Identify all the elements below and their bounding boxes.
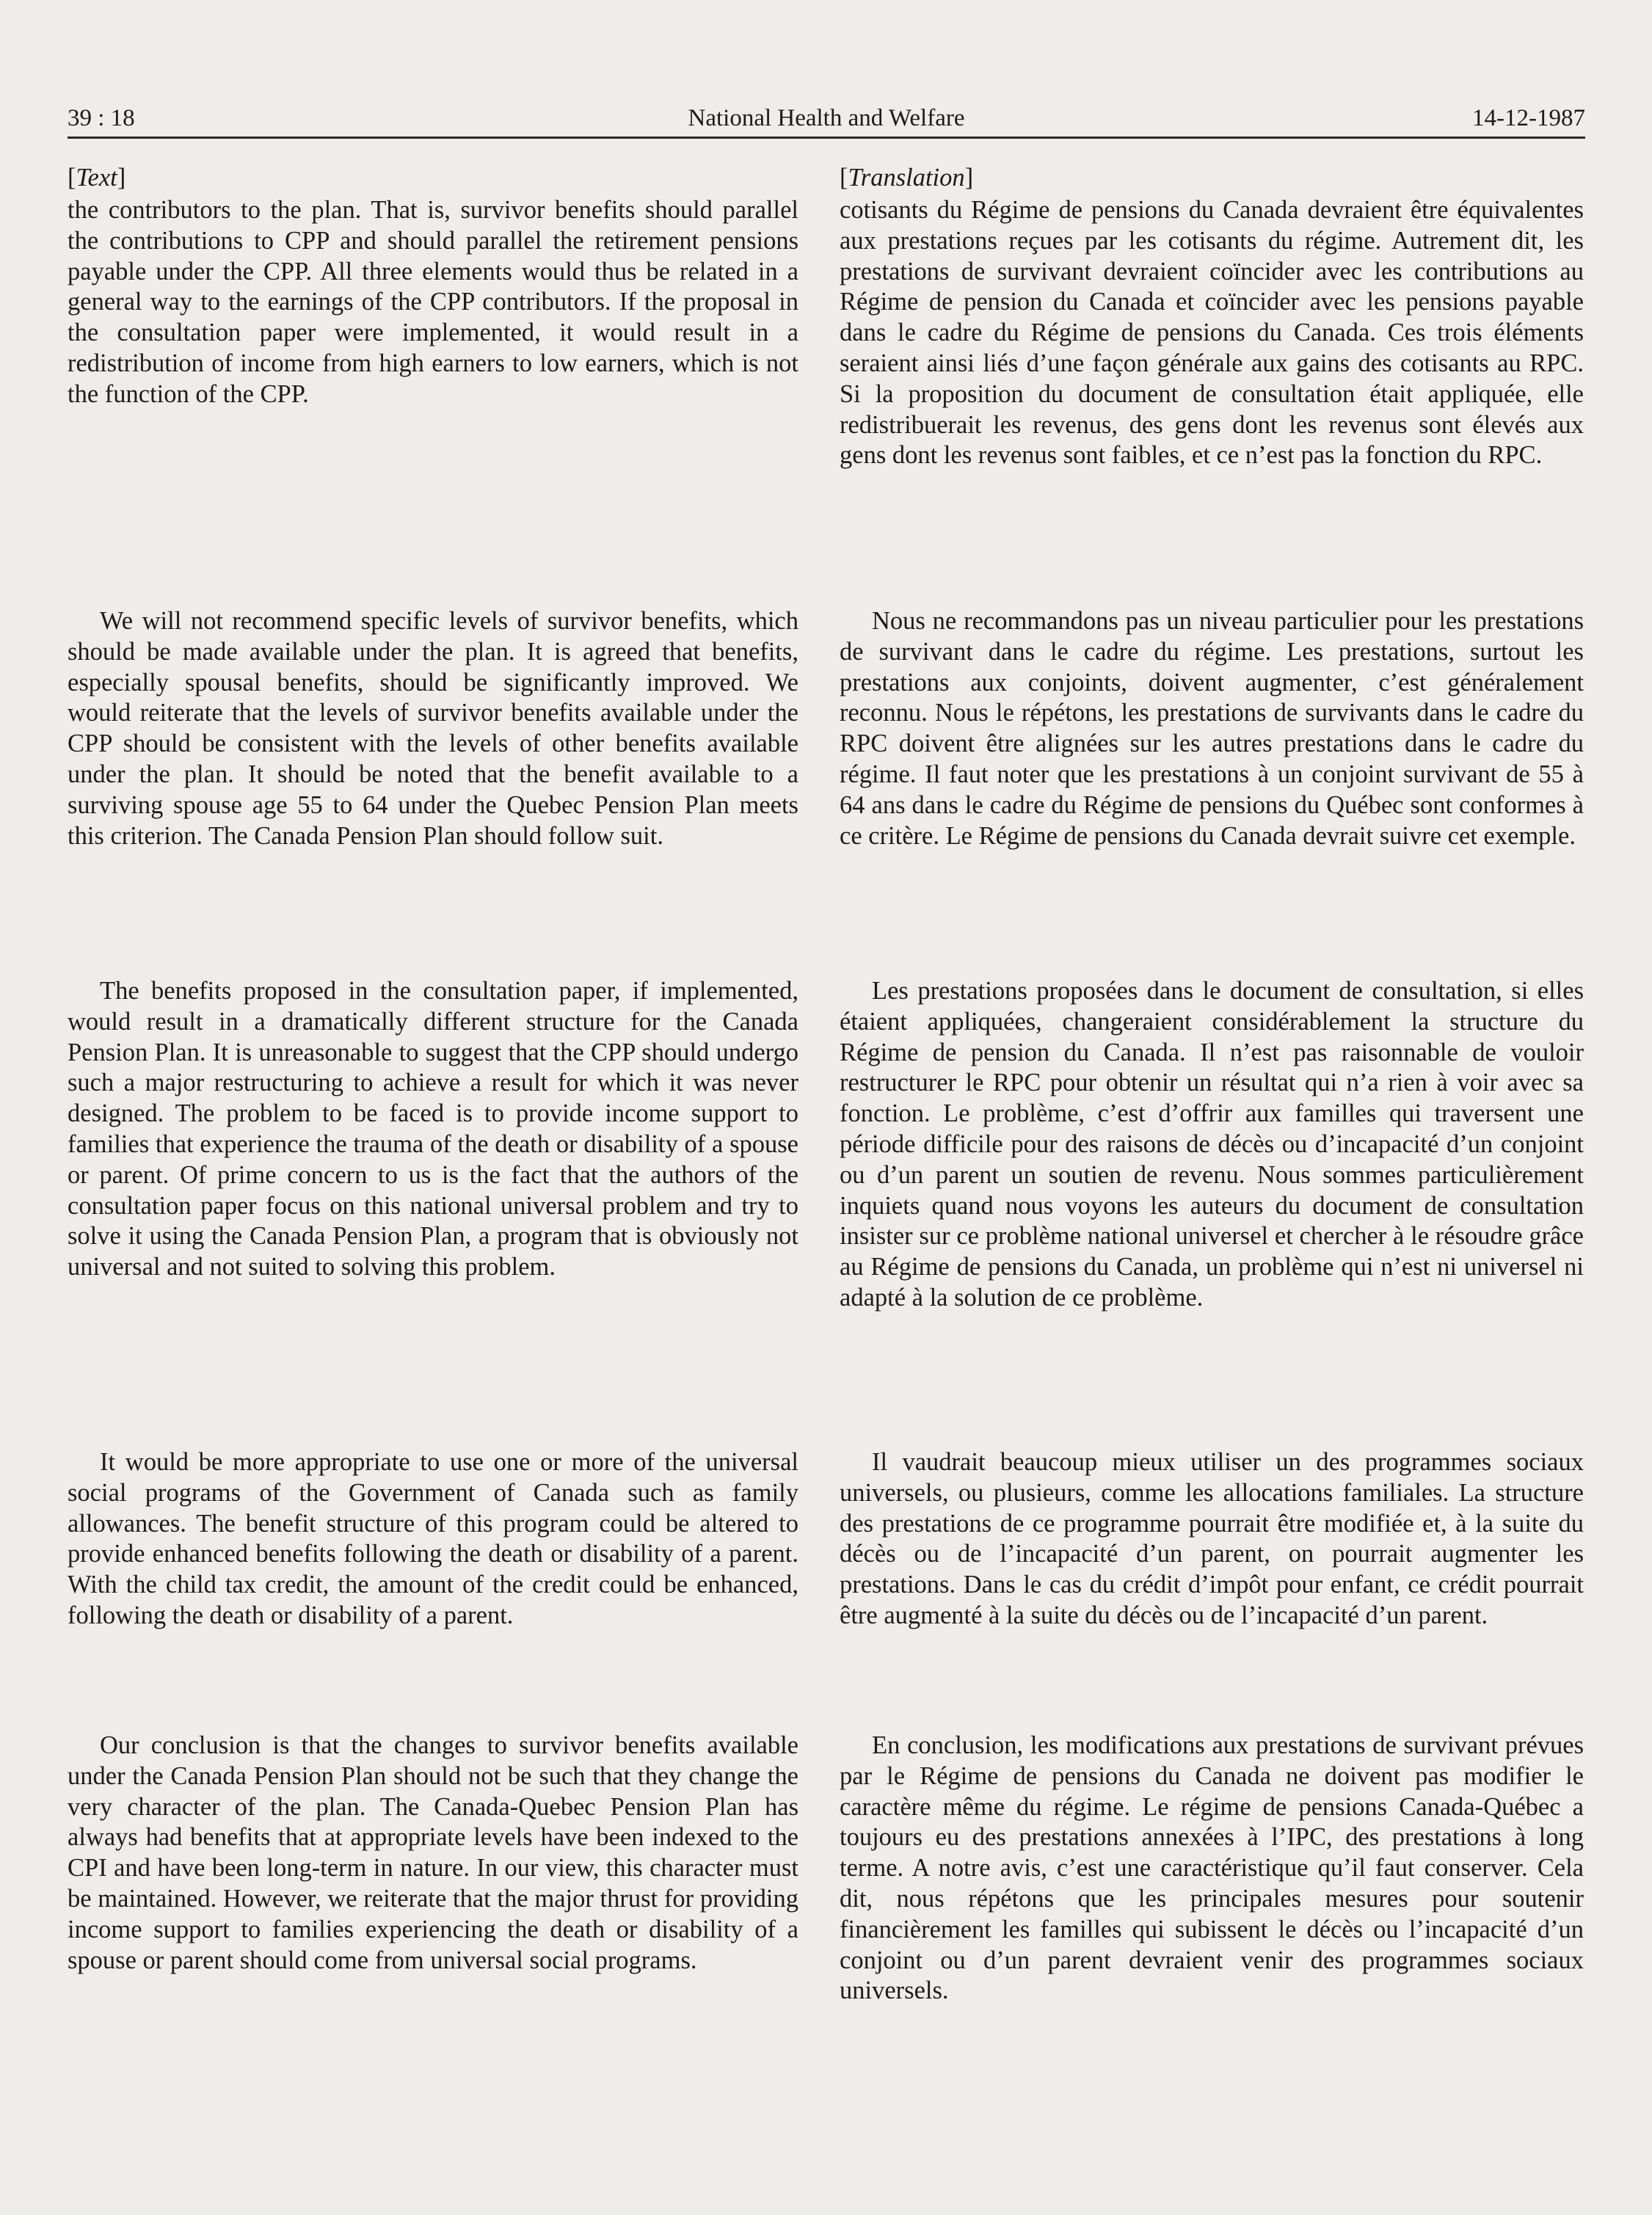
column-label: Text: [76, 164, 117, 192]
paragraph: Our conclusion is that the changes to survivor benefits available under the Canada Pension Plan should not be such that they change the very character of the plan. The Canada-Quebec Pension Plan has always had benefits that at appropriate levels have been indexed to the CPI and have been long-term in nature. In our view, this character must be maintained. However, we reiterate that the major thrust for providing income support to families experiencing the death or disability of a spouse or parent should come from universal social programs.: [68, 1731, 798, 1974]
paragraph: It would be more appropriate to use one or more of the universal social programs of the Government of Canada such as family allowances. The benefit structure of this program could be altered to provide enhanced benefits following the death or disability of a parent. With the child tax credit, the amount of the credit could be enhanced, following the death or disability of a parent.: [68, 1448, 798, 1629]
page-reference: 39 : 18: [68, 105, 135, 131]
page-header: [68, 98, 1585, 139]
paragraph: The benefits proposed in the consultation paper, if implemented, would result in a dramatically different structure for the Canada Pension Plan. It is unreasonable to suggest that the CPP should undergo such a major restructuring to achieve a result for which it was never designed. The problem to be faced is to provide income support to families that experience the trauma of the death or disability of a spouse or parent. Of prime concern to us is the fact that the authors of the consultation paper focus on this national universal problem and try to solve it using the Canada Pension Plan, a program that is obviously not universal and not suited to solving this problem.: [68, 977, 798, 1281]
paragraph: cotisants du Régime de pensions du Canada devraient être équivalentes aux prestations reçues par les cotisants du régime. Autrement dit, les prestations de survivant devraient coïncider avec les contributions au Régime de pension du Canada et coïncider avec les pensions payable dans le cadre du Régime de pensions du Canada. Ces trois éléments seraient ainsi liés d’une façon générale aux gains des cotisants au RPC. Si la proposition du document de consultation était appliquée, elle redistribuerait les revenus, des gens dont les revenus sont élevés aux gens dont les revenus sont faibles, et ce n’est pas la fonction du RPC.: [840, 196, 1584, 470]
english-text-column: [68, 160, 798, 1974]
page-date: 14-12-1987: [1472, 105, 1585, 131]
paragraph: Les prestations proposées dans le document de consultation, si elles étaient appliquées, changeraient considérablement la structure du Régime de pension du Canada. Il n’est pas raisonnable de vouloir restructurer le RPC pour obtenir un résultat qui n’a rien à voir avec sa fonction. Le problème, c’est d’offrir aux familles qui traversent une période difficile pour des raisons de décès ou d’incapacité d’un conjoint ou d’un parent un soutien de revenu. Nous sommes particulièrement inquiets quand nous voyons les auteurs du document de consultation insister sur ce problème national universel et chercher à le résoudre grâce au Régime de pensions du Canada, un problème qui n’est ni universel ni adapté à la solution de ce problème.: [840, 977, 1584, 1312]
french-translation-column: [840, 160, 1584, 2005]
column-label-text: [Text]: [68, 164, 126, 192]
column-label: Translation: [848, 164, 965, 192]
paragraph: En conclusion, les modifications aux prestations de survivant prévues par le Régime de pensions du Canada ne doivent pas modifier le caractère même du régime. Le régime de pensions Canada-Québec a toujours eu des prestations annexées à l’IPC, des prestations à long terme. A notre avis, c’est une caractéristique qu’il faut conserver. Cela dit, nous répétons que les principales mesures pour soutenir financièrement les familles qui subissent le décès ou l’incapacité d’un conjoint ou d’un parent devraient venir des programmes sociaux universels.: [840, 1731, 1584, 2005]
paragraph: We will not recommend specific levels of survivor benefits, which should be made available under the plan. It is agreed that benefits, especially spousal benefits, should be significantly improved. We would reiterate that the levels of survivor benefits available under the CPP should be consistent with the levels of other benefits available under the plan. It should be noted that the benefit available to a surviving spouse age 55 to 64 under the Quebec Pension Plan meets this criterion. The Canada Pension Plan should follow suit.: [68, 607, 798, 850]
paragraph: Il vaudrait beaucoup mieux utiliser un des programmes sociaux universels, ou plusieurs, comme les allocations familiales. La structure des prestations de ce programme pourrait être modifiée et, à la suite du décès ou de l’incapacité d’un parent, on pourrait augmenter les prestations. Dans le cas du crédit d’impôt pour enfant, ce crédit pourrait être augmenté à la suite du décès ou de l’incapacité d’un parent.: [840, 1448, 1584, 1629]
publication-title: National Health and Welfare: [688, 105, 965, 131]
column-label-translation: [Translation]: [840, 164, 974, 192]
paragraph: the contributors to the plan. That is, survivor benefits should parallel the contributions to CPP and should parallel the retirement pensions payable under the CPP. All three elements would thus be related in a general way to the earnings of the CPP contributors. If the proposal in the consultation paper were implemented, it would result in a redistribution of income from high earners to low earners, which is not the function of the CPP.: [68, 196, 798, 408]
paragraph: Nous ne recommandons pas un niveau particulier pour les prestations de survivant dans le cadre du régime. Les prestations, surtout les prestations aux conjoints, doivent augmenter, c’est généralement reconnu. Nous le répétons, les prestations de survivants dans le cadre du RPC doivent être alignées sur les autres prestations dans le cadre du régime. Il faut noter que les prestations à un conjoint survivant de 55 à 64 ans dans le cadre du Régime de pensions du Québec sont conformes à ce critère. Le Régime de pensions du Canada devrait suivre cet exemple.: [840, 607, 1584, 850]
